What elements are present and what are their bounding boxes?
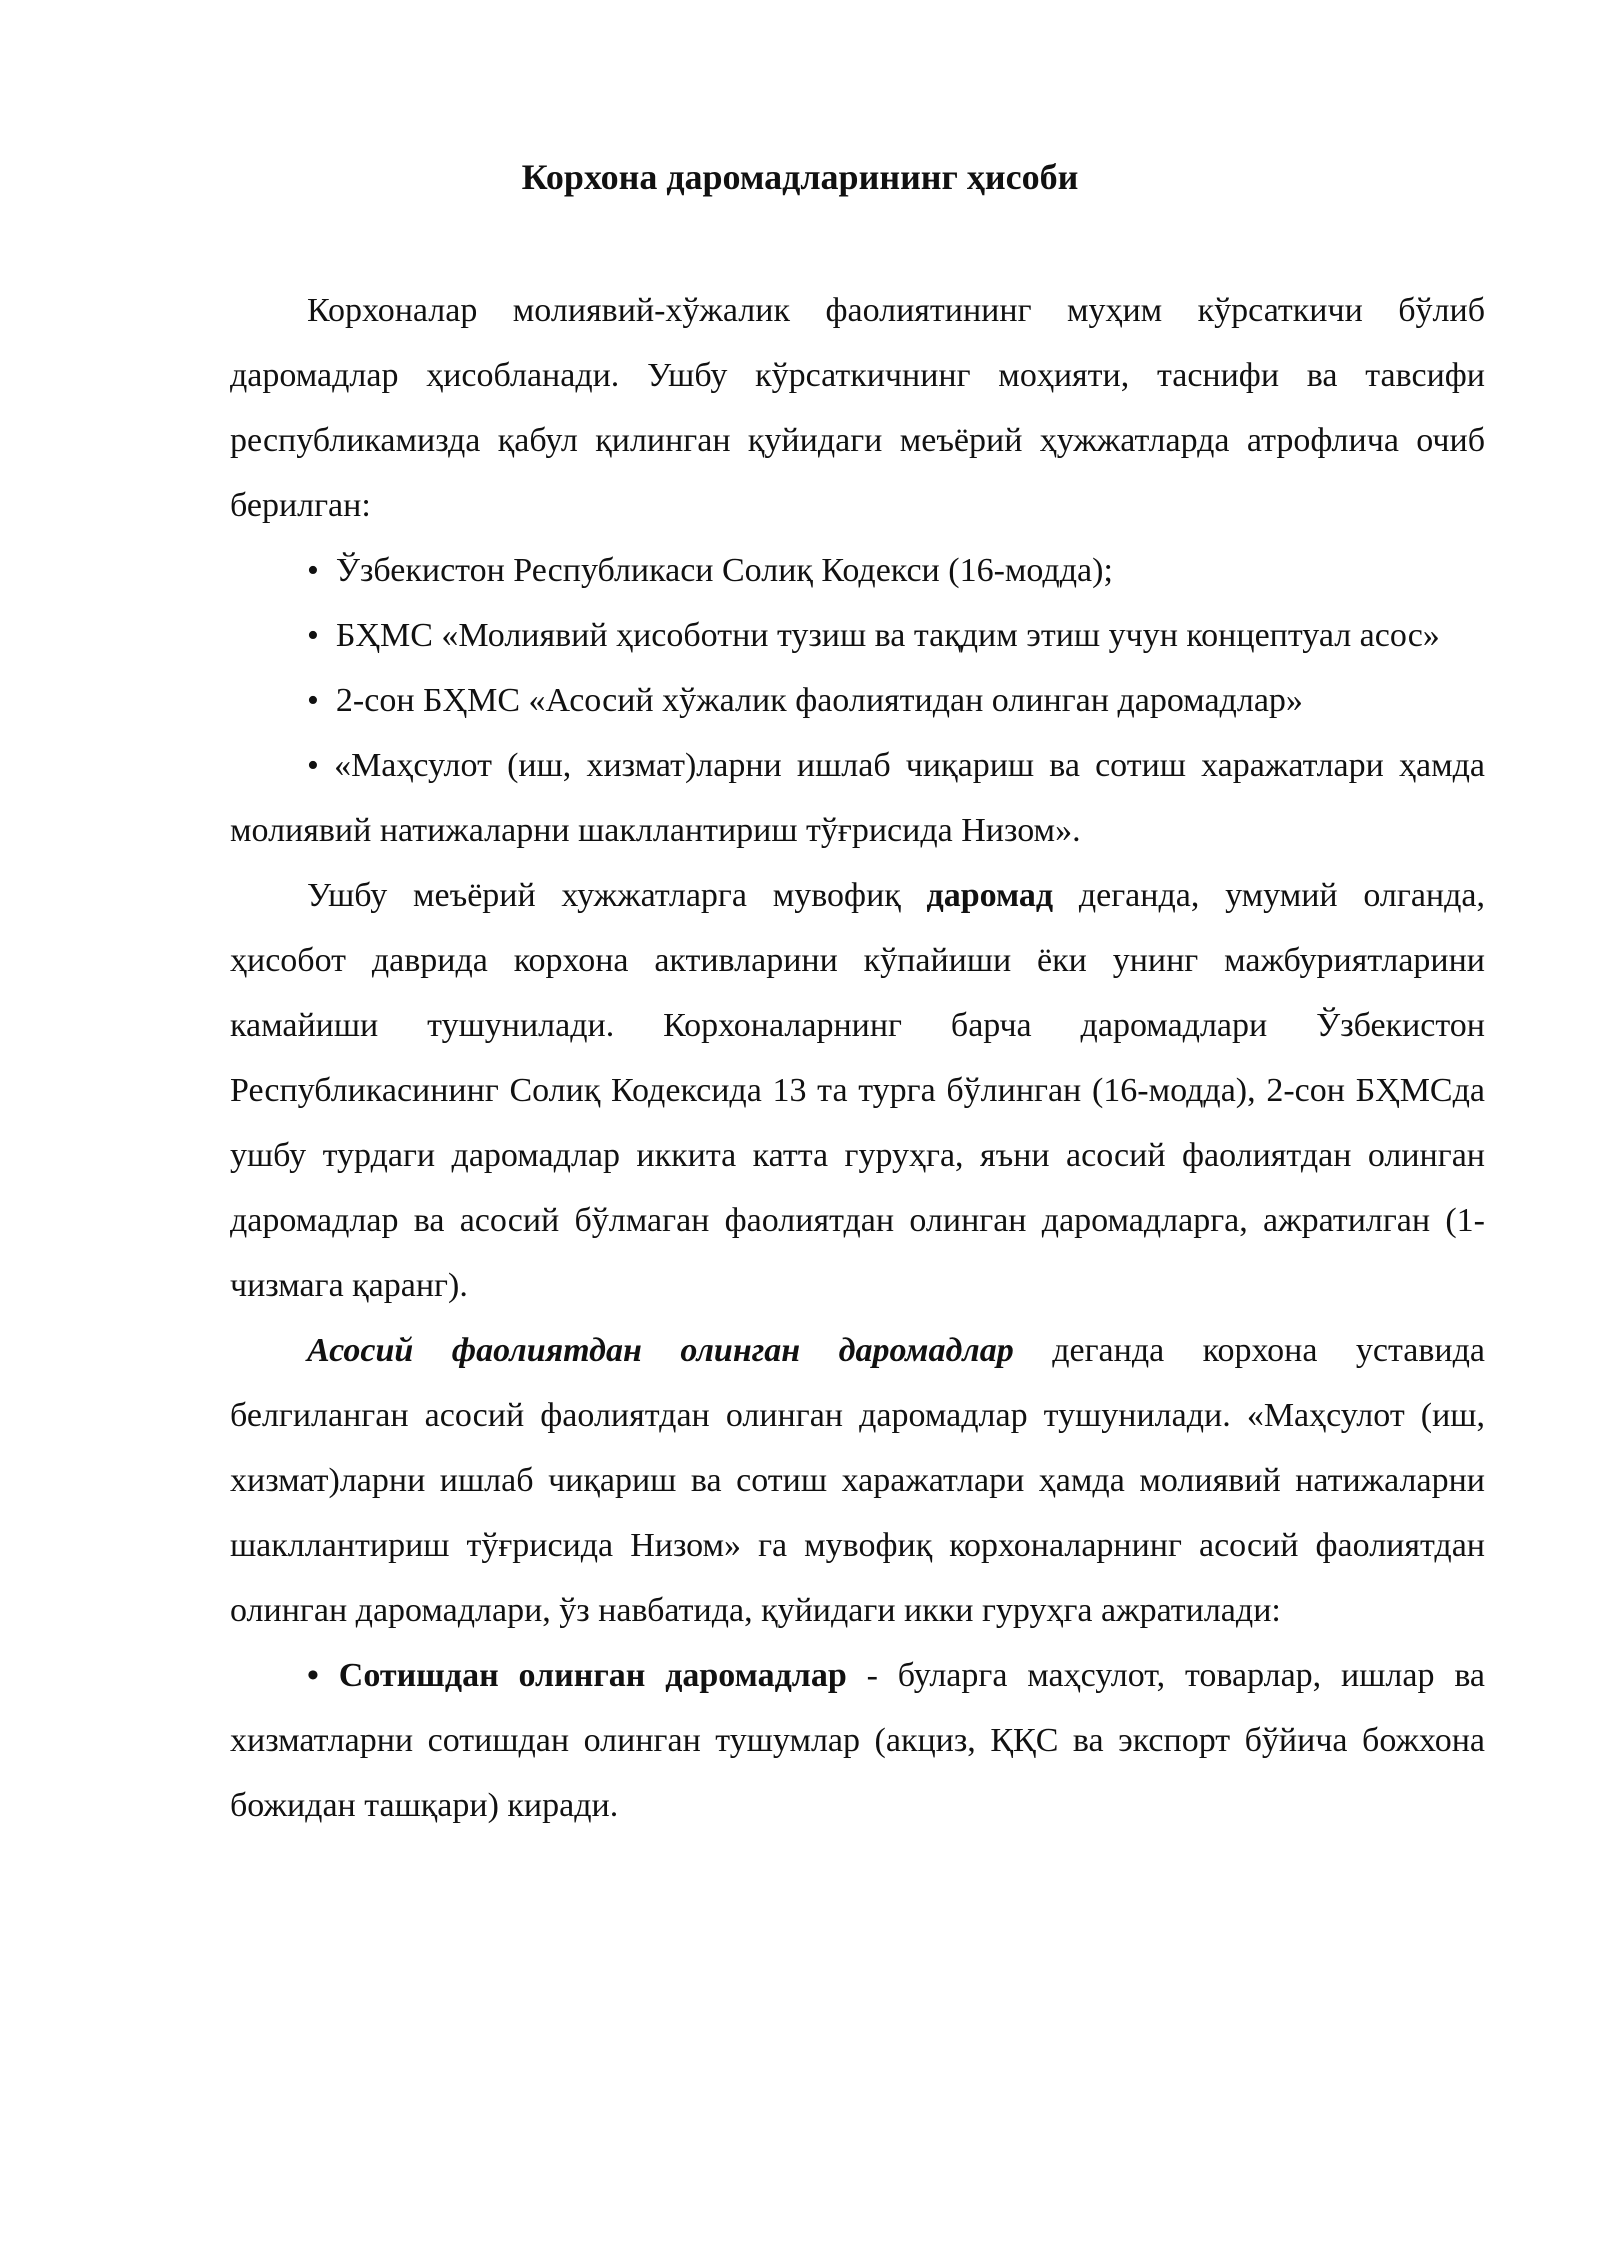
paragraph-intro: Корхоналар молиявий-хўжалик фаолиятининг муҳим кўрсаткичи бўлиб даромадлар ҳисобланади. Ушбу кўрсаткичнинг моҳияти, таснифи ва тавсифи республикамизда қабул қилинган қуйидаги меъёрий ҳужжатларда атрофлича очиб берилган: — [230, 292, 1485, 524]
document-body — [230, 278, 1485, 1838]
document-title: Корхона даромадларининг ҳисоби — [521, 157, 1079, 197]
paragraph-text: - буларга маҳсулот, товарлар, ишлар ва хизматларни сотишдан олинган тушумлар (акциз, ҚҚС ва экспорт бўйича божхона божидан ташқари) киради. — [230, 1657, 1486, 1824]
term-sales-income: Сотишдан олинган даромадлар — [338, 1657, 847, 1694]
bullet-item-3 — [230, 668, 1485, 733]
paragraph-text: деганда корхона уставида белгиланган асосий фаолиятдан олинган даромадлар тушунилади. «Маҳсулот (иш, хизмат)ларни ишлаб чиқариш ва сотиш харажатлари ҳамда молиявий натижаларни шакллантириш тўғрисида Низом» га мувофиқ корхоналарнинг асосий фаолиятдан олинган даромадлари, ўз навбатида, қуйидаги икки гуруҳга ажратилади: — [230, 1332, 1485, 1629]
bullet-item-4 — [230, 733, 1485, 863]
paragraph-sales-income — [230, 1643, 1485, 1838]
paragraph-text: деганда, умумий олганда, ҳисобот даврида корхона активларини кўпайиши ёки унинг мажбуриятларини камайиши тушунилади. Корхоналарнинг барча даромадлари Ўзбекистон Республикасининг Солиқ Кодексида 13 та турга бўлинган (16-модда), 2-сон БҲМСда ушбу турдаги даромадлар иккита катта гуруҳга, яъни асосий фаолиятдан олинган даромадлар ва асосий бўлмаган фаолиятдан олинган даромадларга, ажратилган (1-чизмага қаранг). — [230, 877, 1485, 1304]
term-core-activity-income: Асосий фаолиятдан олинган даромадлар — [307, 1332, 1014, 1369]
bullet-item-2 — [230, 603, 1485, 668]
bullet-marker: • — [307, 552, 319, 589]
bullet-text: Ўзбекистон Республикаси Солиқ Кодекси (16-модда); — [335, 552, 1113, 589]
paragraph-text: Ушбу меъёрий хужжатларга мувофиқ — [307, 877, 927, 914]
bullet-text: БҲМС «Молиявий ҳисоботни тузиш ва тақдим этиш учун концептуал асос» — [335, 617, 1440, 654]
paragraph-core-activity — [230, 1318, 1485, 1643]
bullet-marker: • — [307, 747, 319, 784]
paragraph-income-definition — [230, 863, 1485, 1318]
bullet-text: «Маҳсулот (иш, хизмат)ларни ишлаб чиқариш ва сотиш харажатлари ҳамда молиявий натижаларни шакллантириш тўғрисида Низом». — [230, 747, 1485, 849]
bullet-marker: • — [307, 1657, 319, 1694]
bullet-text: 2-сон БҲМС «Асосий хўжалик фаолиятидан олинган даромадлар» — [335, 682, 1303, 719]
bullet-marker: • — [307, 682, 319, 719]
bullet-marker: • — [307, 617, 319, 654]
bullet-item-1 — [230, 538, 1485, 603]
term-income: даромад — [926, 877, 1054, 914]
